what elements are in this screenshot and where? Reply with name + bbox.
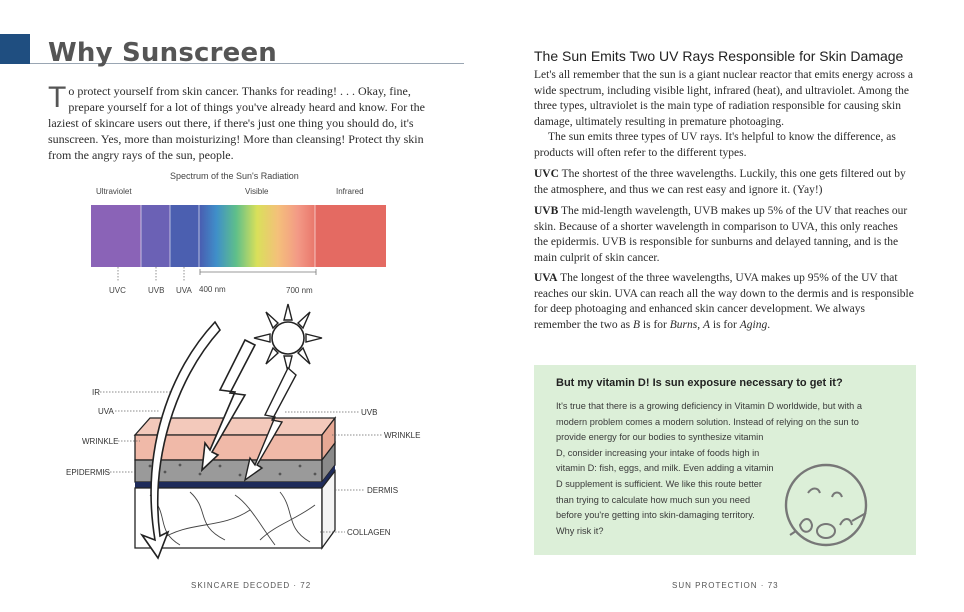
uvb-band bbox=[141, 205, 170, 267]
callout-line: modern problem comes a modern solution. Instead of relying on the sun to bbox=[556, 416, 859, 427]
mnemonic-a: A bbox=[702, 318, 711, 331]
uva-label: UVA bbox=[534, 272, 558, 284]
callout-line: provide energy for our bodies to synthesize vitamin bbox=[556, 432, 764, 443]
spectrum-label-ultraviolet: Ultraviolet bbox=[96, 187, 132, 196]
footer-sep: · bbox=[293, 581, 298, 590]
infrared-band bbox=[315, 205, 386, 267]
callout-line: Why risk it? bbox=[556, 525, 604, 536]
visible-band bbox=[199, 205, 315, 267]
uvc-label: UVC bbox=[534, 168, 559, 180]
mnemonic-aging: Aging bbox=[739, 318, 768, 331]
uva-band bbox=[170, 205, 199, 267]
callout-line: vitamin D: fish, eggs, and milk. Even adding a vitamin bbox=[556, 463, 774, 474]
spectrum-bar bbox=[91, 205, 386, 267]
mnemonic-comma: , bbox=[697, 318, 703, 331]
spectrum-label-visible: Visible bbox=[245, 187, 269, 196]
callout-line: D supplement is sufficient. We like this route better bbox=[556, 478, 762, 489]
tick-uvc: UVC bbox=[109, 286, 126, 295]
callout-title: But my vitamin D! Is sun exposure necessary to get it? bbox=[556, 377, 843, 389]
intro-text: o protect yourself from skin cancer. Thanks for reading! . . . Okay, fine, prepare yourself for a lot of things you've already heard and know. For the laziest of skincare users out there, if there's just one thing you should do, it's sunscreen. Yes, more than moisturizing! More than cleansing! Protect thy skin from the angry rays of the sun, people. bbox=[48, 84, 425, 162]
tick-uva: UVA bbox=[176, 286, 192, 295]
callout-line: It's true that there is a growing deficiency in Vitamin D worldwide, but with a bbox=[556, 401, 862, 411]
label-uva: UVA bbox=[98, 407, 114, 416]
uvc-text: The shortest of the three wavelengths. Luckily, this one gets filtered out by the atmosphere, and thus we can rest easy and ignore it. (Yay!) bbox=[534, 168, 906, 196]
footer-section: SUN PROTECTION bbox=[672, 581, 758, 590]
section-title: The Sun Emits Two UV Rays Responsible for Skin Damage bbox=[534, 48, 904, 64]
page-title: Why Sunscreen bbox=[48, 38, 278, 68]
footer-page-number: 73 bbox=[767, 581, 779, 590]
spectrum-label-infrared: Infrared bbox=[336, 187, 364, 196]
spectrum-tick-lines bbox=[91, 267, 331, 287]
sun-icon bbox=[254, 304, 322, 372]
uvb-paragraph bbox=[534, 204, 914, 266]
tick-uvb: UVB bbox=[148, 286, 165, 295]
label-epidermis: EPIDERMIS bbox=[66, 468, 111, 477]
drop-cap: T bbox=[48, 81, 67, 114]
intro-paragraph bbox=[48, 83, 428, 163]
mnemonic-b: B bbox=[633, 318, 641, 331]
mnemonic-is-2: is for bbox=[710, 318, 740, 331]
callout-line: D, consider increasing your intake of foods high in bbox=[556, 447, 760, 458]
label-uvb: UVB bbox=[361, 408, 378, 417]
footer-right bbox=[672, 581, 779, 590]
label-wrinkle-left: WRINKLE bbox=[82, 437, 119, 446]
label-wrinkle-right: WRINKLE bbox=[384, 431, 421, 440]
uvb-label: UVB bbox=[534, 205, 559, 217]
uva-paragraph bbox=[534, 271, 914, 333]
footer-book: SKINCARE DECODED bbox=[191, 581, 291, 590]
uvb-text: The mid-length wavelength, UVB makes up 5% of the UV that reaches our skin. Because of a shorter wavelength in comparison to UVA, this only reaches the epidermis. UVB is responsible for sunburns and delayed tanning, and is the main culprit of skin cancer. bbox=[534, 205, 908, 264]
spectrum-title: Spectrum of the Sun's Radiation bbox=[170, 171, 299, 181]
chapter-tab-marker bbox=[0, 34, 30, 64]
footer-sep: · bbox=[760, 581, 765, 590]
uva-text: The longest of the three wavelengths, UVA makes up 95% of the UV that reaches our skin. UVA can reach all the way down to the dermis and is responsible for deep photoaging and enhanced skin cancer development. We always remember the two as bbox=[534, 272, 914, 331]
mnemonic-burns: Burns bbox=[669, 318, 698, 331]
footer-left bbox=[191, 581, 311, 590]
mnemonic-period: . bbox=[767, 318, 771, 331]
smiley-face-icon bbox=[782, 455, 874, 550]
callout-line: than trying to calculate how much sun you need bbox=[556, 494, 751, 505]
label-ir: IR bbox=[92, 388, 100, 397]
tick-400nm: 400 nm bbox=[199, 285, 226, 294]
callout-line: before you're getting into skin-damaging territory. bbox=[556, 510, 755, 521]
label-collagen: COLLAGEN bbox=[347, 528, 391, 537]
uvc-band bbox=[91, 205, 141, 267]
label-dermis: DERMIS bbox=[367, 486, 399, 495]
mnemonic-is-1: is for bbox=[640, 318, 670, 331]
paragraph-1: Let's all remember that the sun is a giant nuclear reactor that emits energy across a wide spectrum, including visible light, infrared (heat), and ultraviolet. Among the three types, ultraviolet is the main type of radiation responsible for causing skin damage, ultimately resulting in premature photoaging. bbox=[534, 69, 913, 128]
paragraph-2: The sun emits three types of UV rays. It's helpful to know the difference, as products will often refer to the different types. bbox=[534, 131, 896, 159]
footer-page-number: 72 bbox=[300, 581, 312, 590]
tick-700nm: 700 nm bbox=[286, 286, 313, 295]
uvc-paragraph bbox=[534, 167, 914, 198]
